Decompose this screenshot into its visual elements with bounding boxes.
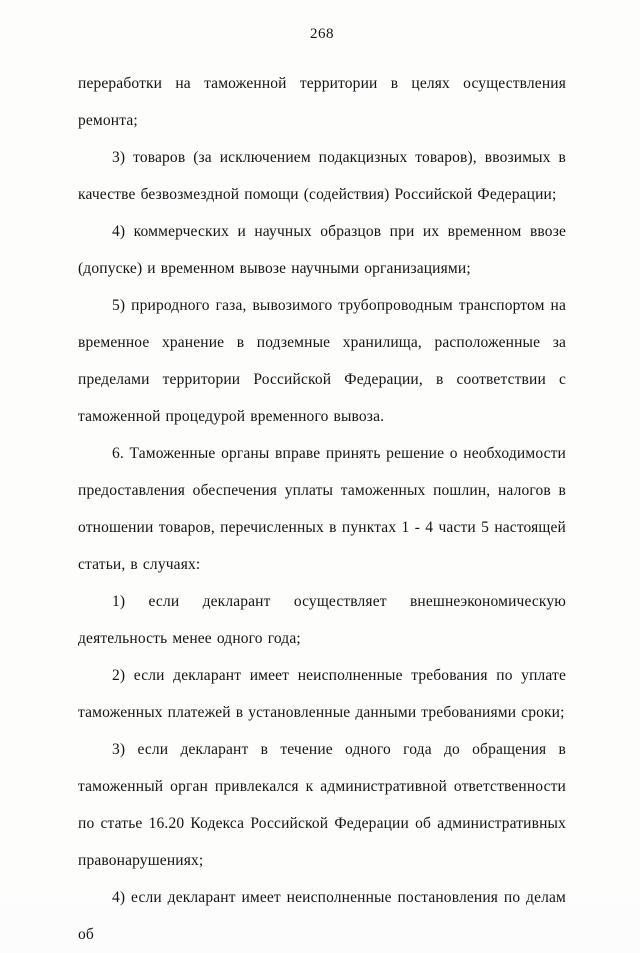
paragraph-subitem-4: 4) если декларант имеет неисполненные постановления по делам об [78, 889, 566, 943]
page-body [78, 65, 566, 953]
paragraph-item-3: 3) товаров (за исключением подакцизных товаров), ввозимых в качестве безвозмездной помощи (содействия) Российской Федерации; [78, 149, 566, 203]
paragraph-subitem-3: 3) если декларант в течение одного года до обращения в таможенный орган привлекался к административной ответственности по статье 16.20 Кодекса Российской Федерации об административных правонарушениях; [78, 741, 566, 869]
paragraph-clause-6: 6. Таможенные органы вправе принять решение о необходимости предоставления обеспечения уплаты таможенных пошлин, налогов в отношении товаров, перечисленных в пунктах 1 - 4 части 5 настоящей статьи, в случаях: [78, 445, 566, 573]
paragraph-continuation: переработки на таможенной территории в целях осуществления ремонта; [78, 75, 566, 129]
paragraph-item-4: 4) коммерческих и научных образцов при их временном ввозе (допуске) и временном вывозе научными организациями; [78, 223, 566, 277]
page-number: 268 [310, 26, 334, 42]
paragraph-subitem-2: 2) если декларант имеет неисполненные требования по уплате таможенных платежей в установленные данными требованиями сроки; [78, 667, 566, 721]
paragraph-subitem-1: 1) если декларант осуществляет внешнеэкономическую деятельность менее одного года; [78, 593, 566, 647]
paragraph-item-5: 5) природного газа, вывозимого трубопроводным транспортом на временное хранение в подземные хранилища, расположенные за пределами территории Российской Федерации, в соответствии с таможенной процедурой временного вывоза. [78, 297, 566, 425]
